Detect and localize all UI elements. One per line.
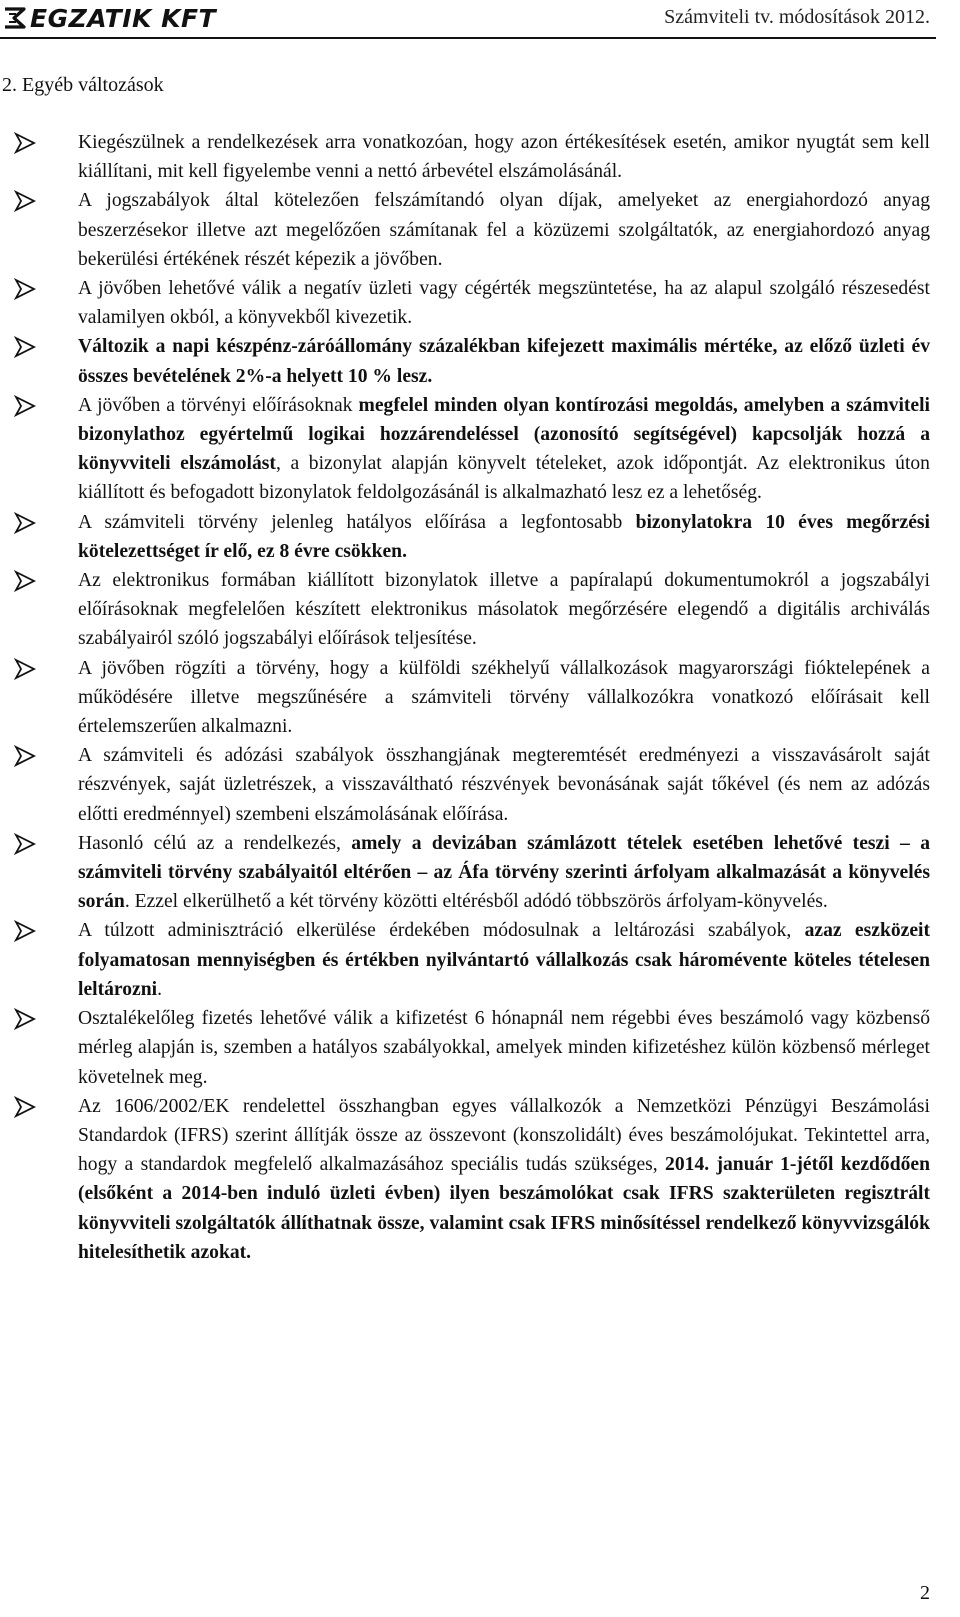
list-item	[0, 916, 930, 1004]
text-segment: , a bizonylat alapján könyvelt tételeket, azok időpontját. Az elektronikus úton kiállított és befogadott bizonylatok feldolgozásánál is alkalmazható lesz ez a lehetőség.	[78, 453, 930, 504]
text-segment: Osztalékelőleg fizetés lehetővé válik a kifizetést 6 hónapnál nem régebbi éves beszámoló vagy közbenső mérleg alapján is, szemben a hatályos szabályokkal, amelyek minden kifizetéshez külön közbenső mérleget követelnek meg.	[78, 1008, 930, 1088]
arrowhead-bullet-icon	[14, 658, 36, 680]
section-title: 2. Egyéb változások	[2, 74, 164, 96]
arrowhead-bullet-icon	[14, 278, 36, 300]
list-item	[0, 186, 930, 274]
arrowhead-bullet-icon	[14, 570, 36, 592]
arrowhead-bullet-icon	[14, 920, 36, 942]
arrowhead-bullet-icon	[14, 1096, 36, 1118]
bold-text-segment: 2014. január 1-jétől kezdődően (elsőként a 2014-ben induló üzleti évben) ilyen beszámolókat csak IFRS szakterületen regisztrált könyvviteli szolgáltatók állíthatnak össze, valamint csak IFRS minősítéssel rendelkező könyvvizsgálók hitelesíthetik azokat.	[78, 1154, 930, 1263]
text-segment: A túlzott adminisztráció elkerülése érdekében módosulnak a leltározási szabályok,	[78, 920, 805, 942]
change-list	[0, 128, 930, 1267]
text-segment: . Ezzel elkerülhető a két törvény közötti eltérésből adódó többszörös árfolyam-könyvelés.	[124, 891, 828, 913]
text-segment: A jövőben lehetővé válik a negatív üzleti vagy cégérték megszüntetése, ha az alapul szolgáló részesedést valamilyen okból, a könyvekből kivezetik.	[78, 278, 930, 329]
arrowhead-bullet-icon	[14, 833, 36, 855]
page-header	[0, 0, 960, 40]
header-divider	[0, 37, 936, 39]
logo-mark-icon	[2, 5, 28, 31]
text-segment: A számviteli törvény jelenleg hatályos előírása a legfontosabb	[78, 511, 636, 533]
list-item	[0, 741, 930, 829]
text-segment: A jövőben a törvényi előírásoknak	[78, 394, 359, 416]
list-item	[0, 654, 930, 742]
list-item	[0, 1004, 930, 1092]
bold-text-segment: azaz eszközeit folyamatosan mennyiségben és értékben nyilvántartó vállalkozás csak háromévente köteles tételesen leltározni	[78, 920, 931, 1000]
text-segment: Az elektronikus formában kiállított bizonylatok illetve a papíralapú dokumentumokról a jogszabályi előírásoknak megfelelően készített elektronikus másolatok megőrzésére elegendő a digitális archiválás szabályairól szóló jogszabályi előírások teljesítése.	[78, 570, 930, 650]
page-number: 2	[920, 1582, 930, 1604]
arrowhead-bullet-icon	[14, 190, 36, 212]
list-item	[0, 829, 930, 917]
arrowhead-bullet-icon	[14, 1008, 36, 1030]
arrowhead-bullet-icon	[14, 512, 36, 534]
bold-text-segment: Változik a napi készpénz-záróállomány százalékban kifejezett maximális mértéke, az előző üzleti év összes bevételének 2%-a helyett 10 % lesz.	[78, 336, 930, 387]
text-segment: Hasonló célú az a rendelkezés,	[78, 832, 352, 854]
text-segment: A jövőben rögzíti a törvény, hogy a külföldi székhelyű vállalkozások magyarországi fióktelepének a működésére illetve megszűnésére a számviteli törvény vállalkozókra vonatkozó előírásait kell értelemszerűen alkalmazni.	[78, 657, 930, 738]
list-item	[0, 128, 930, 186]
text-segment: A jogszabályok által kötelezően felszámítandó olyan díjak, amelyeket az energiahordozó anyag beszerzésekor illetve azt megelőzően számítanak fel a közüzemi szolgáltatók, az energiahordozó anyag bekerülési értékének részét képezik a jövőben.	[78, 190, 930, 270]
arrowhead-bullet-icon	[14, 745, 36, 767]
list-item	[0, 1092, 930, 1267]
logo-text: EGZATIK KFT	[30, 3, 217, 33]
text-segment: .	[157, 978, 162, 1000]
list-item	[0, 274, 930, 332]
bold-text-segment: bizonylatokra 10 éves megőrzési kötelezettséget ír elő, ez 8 évre csökken.	[78, 511, 931, 562]
list-item	[0, 566, 930, 654]
document-title: Számviteli tv. módosítások 2012.	[664, 6, 930, 28]
bold-text-segment: megfelel minden olyan kontírozási megoldás, amelyben a számviteli bizonylathoz egyértelmű logikai hozzárendeléssel (azonosító segítségével) kapcsolják hozzá a könyvviteli elszámolást	[78, 394, 930, 475]
arrowhead-bullet-icon	[14, 395, 36, 417]
text-segment: Az 1606/2002/EK rendelettel összhangban egyes vállalkozók a Nemzetközi Pénzügyi Beszámolási Standardok (IFRS) szerint állítják össze az összevont (konszolidált) éves beszámolójukat. Tekintettel arra, hogy a standardok megfelelő alkalmazásához speciális tudás szükséges,	[78, 1095, 930, 1176]
arrowhead-bullet-icon	[14, 336, 36, 358]
list-item	[0, 332, 930, 390]
text-segment: Kiegészülnek a rendelkezések arra vonatkozóan, hogy azon értékesítések esetén, amikor nyugtát sem kell kiállítani, mit kell figyelembe venni a nettó árbevétel elszámolásánál.	[78, 132, 930, 183]
text-segment: A számviteli és adózási szabályok összhangjának megteremtését eredményezi a visszavásárolt saját részvények, saját üzletrészek, a visszaváltható részvények bevonásának saját tőkével (és nem az adózás előtti eredménnyel) szembeni elszámolásának előírása.	[78, 745, 930, 825]
list-item	[0, 508, 930, 566]
list-item	[0, 391, 930, 508]
arrowhead-bullet-icon	[14, 132, 36, 154]
company-logo	[2, 2, 216, 34]
bold-text-segment: amely a devizában számlázott tételek esetében lehetővé teszi – a számviteli törvény szabályaitól eltérően – az Áfa törvény szerinti árfolyam alkalmazását a könyvelés során	[78, 832, 930, 913]
